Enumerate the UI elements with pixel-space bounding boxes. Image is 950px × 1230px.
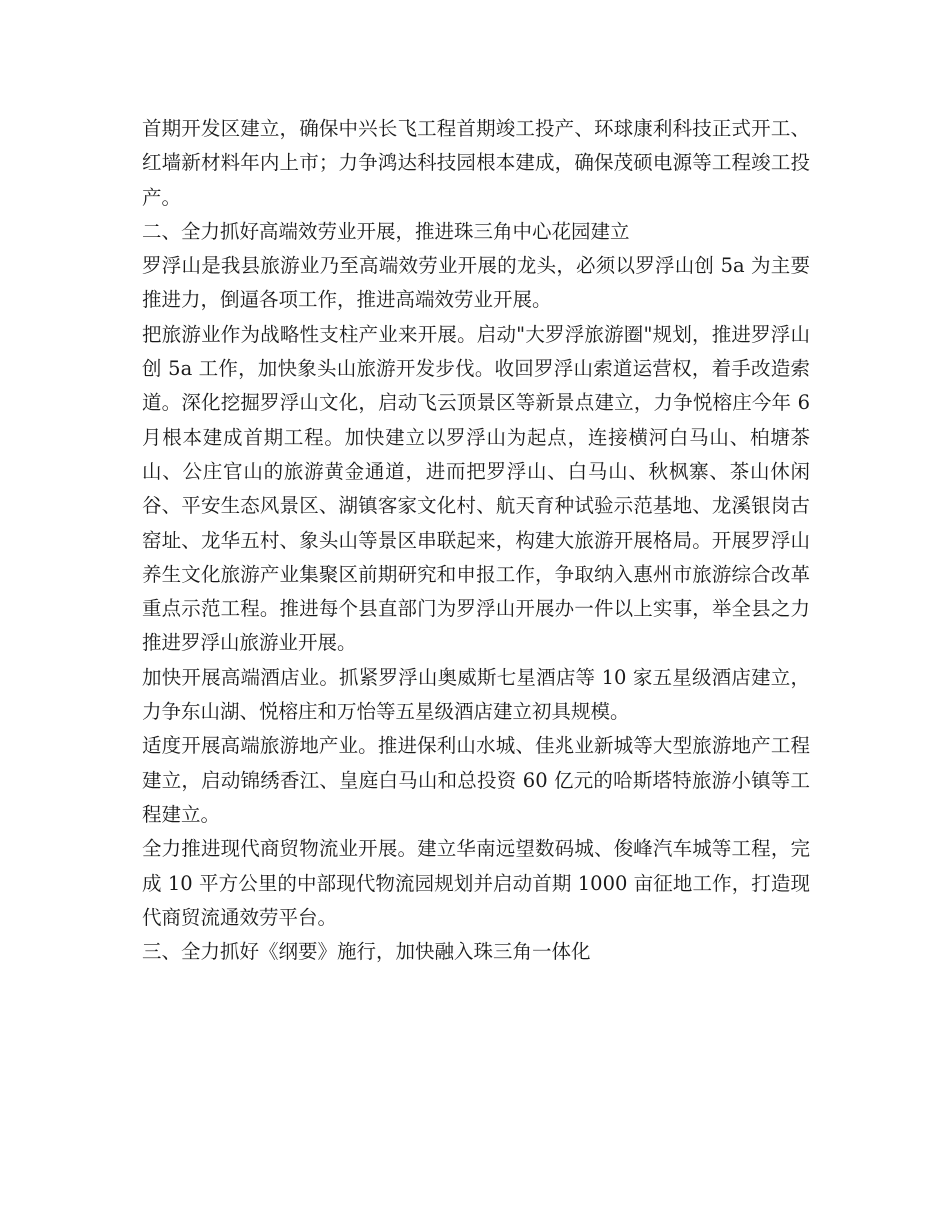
paragraph-tourism-real-estate: 适度开展高端旅游地产业。推进保利山水城、佳兆业新城等大型旅游地产工程建立，启动锦绣香江、皇庭白马山和总投资 60 亿元的哈斯塔特旅游小镇等工程建立。 — [142, 734, 810, 826]
section-heading-3: 三、全力抓好《纲要》施行，加快融入珠三角一体化 — [142, 940, 591, 964]
paragraph-hotel-industry: 加快开展高端酒店业。抓紧罗浮山奥威斯七星酒店等 10 家五星级酒店建立，力争东山湖、悦榕庄和万怡等五星级酒店建立初具规模。 — [142, 665, 810, 724]
paragraph-continued-development-zone: 首期开发区建立，确保中兴长飞工程首期竣工投产、环球康利科技正式开工、红墙新材料年内上市；力争鸿达科技园根本建成，确保茂硕电源等工程竣工投产。 — [142, 117, 810, 209]
section-heading-2: 二、全力抓好高端效劳业开展，推进珠三角中心花园建立 — [142, 219, 630, 243]
document-body — [142, 112, 810, 969]
paragraph-tourism-strategy: 把旅游业作为战略性支柱产业来开展。启动"大罗浮旅游圈"规划，推进罗浮山创 5a 工作，加快象头山旅游开发步伐。收回罗浮山索道运营权，着手改造索道。深化挖掘罗浮山文化，启动飞云顶景区等新景点建立，力争悦榕庄今年 6 月根本建成首期工程。加快建立以罗浮山为起点，连接横河白马山、柏塘茶山、公庄官山的旅游黄金通道，进而把罗浮山、白马山、秋枫寨、茶山休闲谷、平安生态风景区、湖镇客家文化村、航天育种试验示范基地、龙溪银岗古窑址、龙华五村、象头山等景区串联起来，构建大旅游开展格局。开展罗浮山养生文化旅游产业集聚区前期研究和申报工作，争取纳入惠州市旅游综合改革重点示范工程。推进每个县直部门为罗浮山开展办一件以上实事，举全县之力推进罗浮山旅游业开展。 — [142, 322, 810, 655]
paragraph-luofu-mountain-intro: 罗浮山是我县旅游业乃至高端效劳业开展的龙头，必须以罗浮山创 5a 为主要推进力，倒逼各项工作，推进高端效劳业开展。 — [142, 254, 810, 312]
paragraph-logistics: 全力推进现代商贸物流业开展。建立华南远望数码城、俊峰汽车城等工程，完成 10 平方公里的中部现代物流园规划并启动首期 1000 亩征地工作，打造现代商贸流通效劳平台。 — [142, 837, 810, 929]
